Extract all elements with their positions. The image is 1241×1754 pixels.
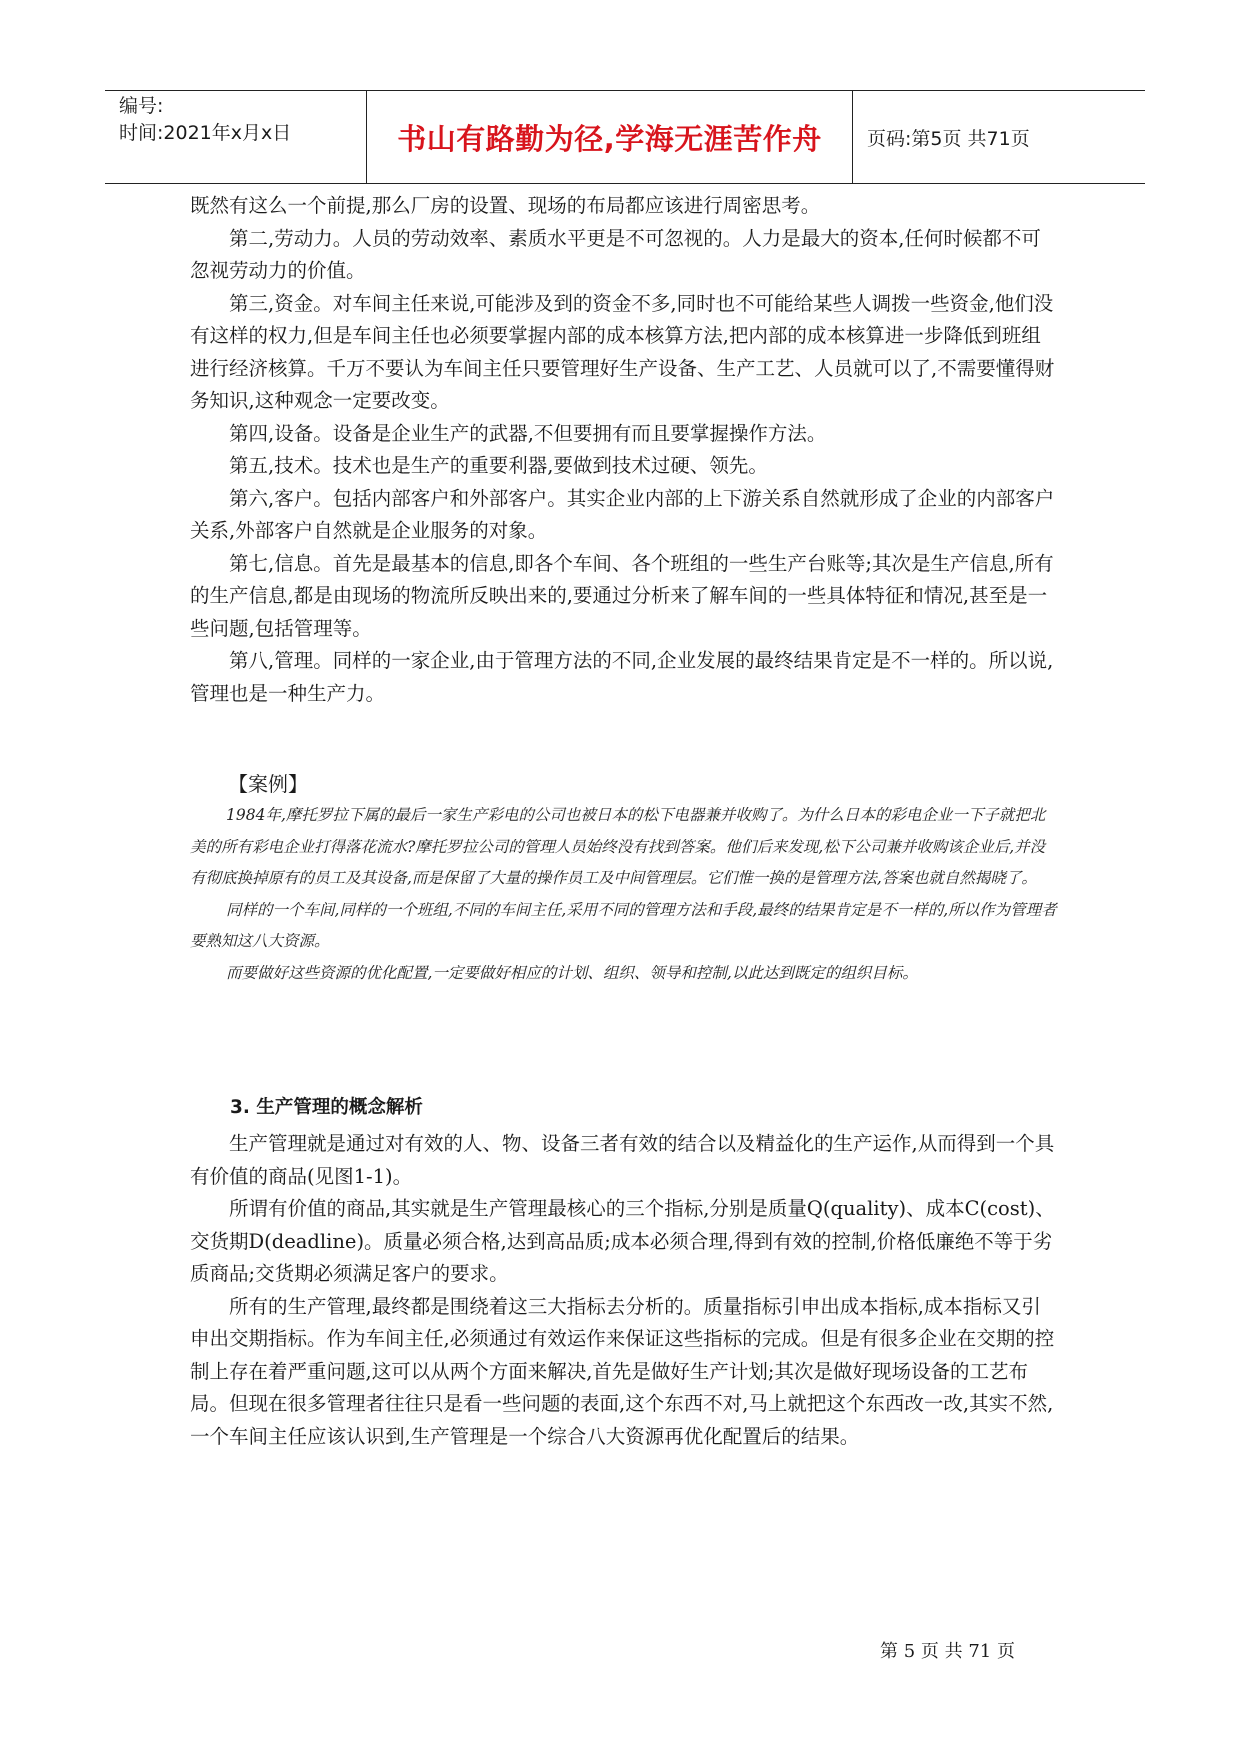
case-paragraph: 1984年,摩托罗拉下属的最后一家生产彩电的公司也被日本的松下电器兼并收购了。为什么日本的彩电企业一下子就把北美的所有彩电企业打得落花流水?摩托罗拉公司的管理人员始终没有找到答案。他们后来发现,松下公司兼并收购该企业后,并没有彻底换掉原有的员工及其设备,而是保留了大量的操作员工及中间管理层。它们惟一换的是管理方法,答案也就自然揭晓了。 xyxy=(190,806,1046,887)
paragraph: 第二,劳动力。人员的劳动效率、素质水平更是不可忽视的。人力是最大的资本,任何时候都不可忽视劳动力的价值。 xyxy=(190,226,1041,282)
case-paragraph: 同样的一个车间,同样的一个班组,不同的车间主任,采用不同的管理方法和手段,最终的结果肯定是不一样的,所以作为管理者要熟知这八大资源。 xyxy=(190,900,1057,950)
paragraph: 第五,技术。技术也是生产的重要利器,要做到技术过硬、领先。 xyxy=(229,454,768,477)
paragraph: 既然有这么一个前提,那么厂房的设置、现场的布局都应该进行周密思考。 xyxy=(190,194,821,217)
page-footer: 第 5 页 共 71 页 xyxy=(880,1641,1015,1662)
paragraph: 生产管理就是通过对有效的人、物、设备三者有效的结合以及精益化的生产运作,从而得到一个具有价值的商品(见图1-1)。 xyxy=(190,1132,1055,1188)
paragraph: 第七,信息。首先是最基本的信息,即各个车间、各个班组的一些生产台账等;其次是生产信息,所有的生产信息,都是由现场的物流所反映出来的,要通过分析来了解车间的一些具体特征和情况,甚至是一些问题,包括管理等。 xyxy=(190,551,1054,640)
header-page-info: 页码:第5页 共71页 xyxy=(867,127,1030,150)
document-time-label: 时间:2021年x月x日 xyxy=(119,122,292,144)
paragraph: 第六,客户。包括内部客户和外部客户。其实企业内部的上下游关系自然就形成了企业的内部客户关系,外部客户自然就是企业服务的对象。 xyxy=(190,486,1055,542)
case-heading: 【案例】 xyxy=(228,772,308,796)
paragraph: 第四,设备。设备是企业生产的武器,不但要拥有而且要掌握操作方法。 xyxy=(229,421,827,445)
paragraph: 第三,资金。对车间主任来说,可能涉及到的资金不多,同时也不可能给某些人调拨一些资金,他们没有这样的权力,但是车间主任也必须要掌握内部的成本核算方法,把内部的成本核算进一步降低到班组进行经济核算。千万不要认为车间主任只要管理好生产设备、生产工艺、人员就可以了,不需要懂得财务知识,这种观念一定要改变。 xyxy=(190,291,1055,412)
paragraph: 所谓有价值的商品,其实就是生产管理最核心的三个指标,分别是质量Q(quality)、成本C(cost)、交货期D(deadline)。质量必须合格,达到高品质;成本必须合理,得到有效的控制,价格低廉绝不等于劣质商品;交货期必须满足客户的要求。 xyxy=(190,1197,1055,1285)
case-paragraph: 而要做好这些资源的优化配置,一定要做好相应的计划、组织、领导和控制,以此达到既定的组织目标。 xyxy=(226,963,918,982)
body-section-b xyxy=(190,1128,1060,1453)
document-number-label: 编号: xyxy=(119,95,164,117)
body-section-a xyxy=(190,190,1060,710)
header-motto: 书山有路勤为径,学海无涯苦作舟 xyxy=(367,91,853,183)
paragraph: 第八,管理。同样的一家企业,由于管理方法的不同,企业发展的最终结果肯定是不一样的。所以说,管理也是一种生产力。 xyxy=(190,649,1054,705)
page-header xyxy=(105,90,1145,184)
section-heading: 3. 生产管理的概念解析 xyxy=(230,1097,423,1118)
case-block xyxy=(190,800,1060,989)
paragraph: 所有的生产管理,最终都是围绕着这三大指标去分析的。质量指标引申出成本指标,成本指标又引申出交期指标。作为车间主任,必须通过有效运作来保证这些指标的完成。但是有很多企业在交期的控制上存在着严重问题,这可以从两个方面来解决,首先是做好生产计划;其次是做好现场设备的工艺布局。但现在很多管理者往往只是看一些问题的表面,这个东西不对,马上就把这个东西改一改,其实不然,一个车间主任应该认识到,生产管理是一个综合八大资源再优化配置后的结果。 xyxy=(190,1294,1055,1448)
header-meta-cell xyxy=(105,91,367,183)
